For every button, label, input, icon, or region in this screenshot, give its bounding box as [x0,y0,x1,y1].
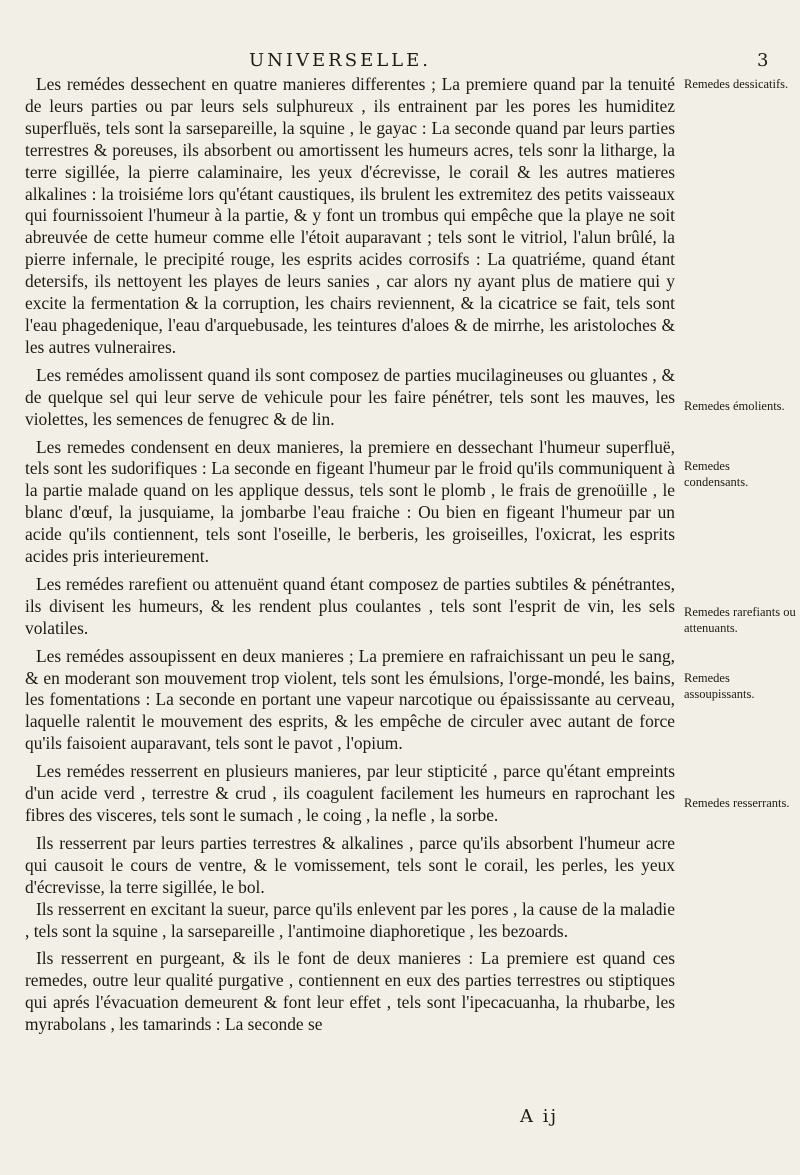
paragraph-resserrent-alkalines: Ils resserrent par leurs parties terrestres & alkalines , parce qu'ils absorbent l'humeur acre qui causoit le cours de ventre, & le vomissement, tels sont le corail, les perles, les yeux d'écrevisse, la terre sigillée, le bol. [25,832,675,897]
paragraph-resserrent-sueur: Ils resserrent en excitant la sueur, parce qu'ils enlevent par les pores , la cause de la maladie , tels sont la squine , la sarsepareille , l'antimoine diaphoretique , les bezoards. [25,898,675,941]
running-head: UNIVERSELLE. [249,50,431,71]
paragraph-amolissent: Les remédes amolissent quand ils sont composez de parties mucilagineuses ou gluantes , & de quelque sel qui leur serve de vehicule pour les faire pénétrer, tels sont les mauves, les violettes, les semences de fenugrec & de lin. [25,364,675,429]
margin-note-resserrants: Remedes resserrants. [684,796,790,810]
margin-note-emolients: Remedes émolients. [684,399,785,413]
paragraph-dessechent: Les remédes dessechent en quatre manieres differentes ; La premiere quand par la tenuité de leurs parties ou par leurs sels sulphureux , ils entrainent par les pores les humiditez superfluës, tels sont la sarsepareille, la squine , le gayac : La seconde quand par leurs parties terrestres & poreuses, ils absorbent ou amortissent les humeurs acres, tels sonr la litharge, la terre sigillée, la pierre calaminaire, les yeux d'écrevisse, le corail & les autres matieres alkalines : la troisiéme lors qu'étant caustiques, ils brulent les extremitez des petits vaisseaux qui fournissoient l'humeur à la partie, & y font un trombus qui empêche que la playe ne soit abreuvée de cette humeur comme elle l'étoit auparavant ; tels sont le vitriol, l'alun brûlé, la pierre infernale, le precipité rouge, les esprits acides corrosifs : La quatriéme, quand étant detersifs, ils nettoyent les playes de leurs sanies , car alors ny ayant plus de matiere qui y excite la fermentation & la corruption, les chairs reviennent, & la cicatrice se fait, tels sont l'eau phagedenique, l'eau d'arquebusade, les teintures d'aloes & de mirrhe, les aristoloches & les autres vulneraires. [25,74,675,357]
margin-note-dessicatifs: Remedes dessicatifs. [684,77,789,91]
signature-mark: A ij [520,1106,559,1127]
margin-note-condensants: Remedes condensants. [684,459,749,489]
paragraph-rarefient: Les remédes rarefient ou attenuënt quand étant composez de parties subtiles & pénétrantes, ils divisent les humeurs, & les rendent plus coulantes , tels sont l'esprit de vin, les sels volatiles. [25,573,675,638]
margin-note-rarefiants: Remedes rarefiants ou attenuants. [684,605,796,635]
paragraph-resserrent: Les remédes resserrent en plusieurs manieres, par leur stipticité , parce qu'étant empreints d'un acide verd , terrestre & crud , ils coagulent facilement les humeurs en raprochant les fibres des visceres, tels sont le sumach , le coing , la nefle , la sorbe. [25,761,675,825]
paragraph-resserrent-purgeant: Ils resserrent en purgeant, & ils le font de deux manieres : La premiere est quand ces remedes, outre leur qualité purgative , contiennent en eux des parties terrestres ou stiptiques qui aprés l'évacuation demeurent & font leur effet , tels sont l'ipecacuanha, la rhubarbe, les myrabolans , les tamarinds : La seconde se [25,948,675,1035]
paragraph-assoupissent: Les remédes assoupissent en deux manieres ; La premiere en rafraichissant un peu le sang, & en moderant son mouvement trop violent, tels sont les émulsions, l'orge-mondé, les bains, les fomentations : La seconde en portant une vapeur narcotique ou épaississante au cerveau, laquelle ralentit le mouvement des esprits, & les empêche de circuler avec autant de force qu'ils faisoient auparavant, tels sont le pavot , l'opium. [25,645,675,754]
page-number: 3 [757,50,769,71]
main-text [25,74,675,1036]
paragraph-condensent: Les remedes condensent en deux manieres, la premiere en dessechant l'humeur superfluë, tels sont les sudorifiques : La seconde en figeant l'humeur par le froid qu'ils communiquent à la partie malade quand on les applique dessus, tels sont le plomb , le frais de grenoüille , le blanc d'œuf, la jusquiame, la jombarbe l'eau fraiche : Ou bien en figeant l'humeur par un acide qu'ils contiennent, tels sont l'oseille, le berberis, les groiseilles, l'oxicrat, les esprits acides pris interieurement. [25,436,675,567]
margin-note-assoupissants: Remedes assoupissants. [684,671,755,701]
